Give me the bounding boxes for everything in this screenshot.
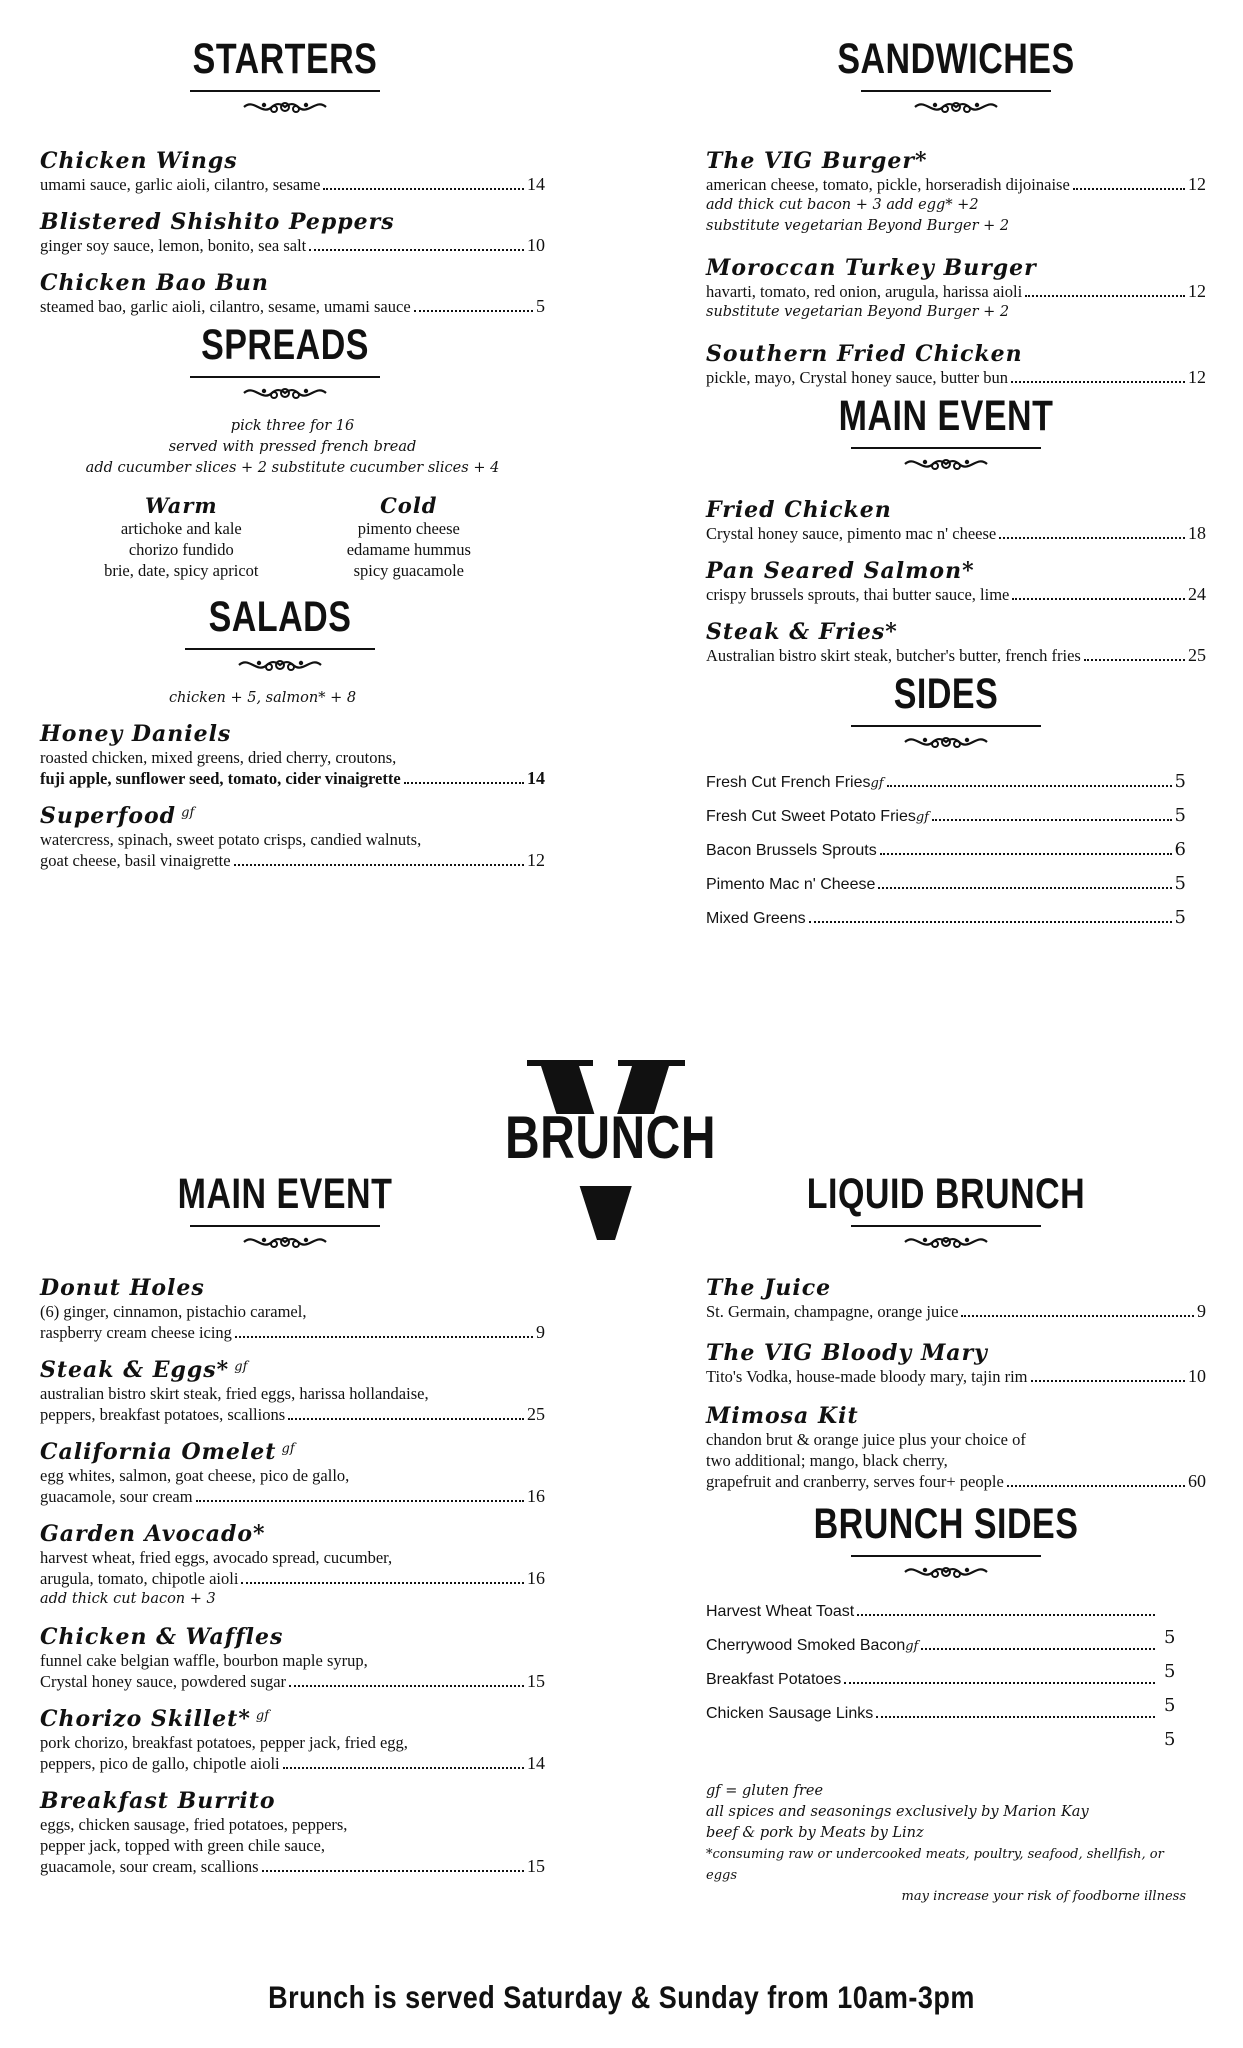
side-item [706,805,1186,839]
heading-rule [190,1225,380,1227]
item-desc: goat cheese, basil vinaigrette [40,851,231,870]
side-price: 5 [1174,873,1186,894]
leader-dots [235,1336,533,1338]
flourish-icon [901,731,991,753]
side-price: 5 [1174,907,1186,928]
side-price: 5 [1174,771,1186,792]
leader-dots [414,310,533,312]
liquid-brunch-section [746,1170,1146,1253]
item-name: The VIG Bloody Mary [706,1340,988,1366]
item-price: 16 [527,1486,545,1506]
flourish-icon [901,453,991,475]
menu-item [706,497,1206,544]
section-heading: MAIN EVENT [177,1170,393,1218]
item-price: 14 [527,1753,545,1773]
item-line [40,1671,545,1692]
item-desc: funnel cake belgian waffle, bourbon maple syrup, [40,1651,368,1670]
item-name: Fried Chicken [706,497,892,523]
item-note: add thick cut bacon + 3 [40,1591,216,1607]
menu-item [40,1624,545,1692]
spreads-section [85,321,485,404]
item-desc: raspberry cream cheese icing [40,1323,232,1342]
spreads-note: add cucumber slices + 2 substitute cucumber slices + 4 [85,460,500,476]
brunch-main-section [85,1170,485,1253]
flourish-icon [240,382,330,404]
leader-dots [857,1614,1155,1616]
side-price: 5 [1164,1695,1176,1716]
flourish-icon [901,1231,991,1253]
starters-list [40,148,545,317]
item-name: Southern Fried Chicken [706,341,1023,367]
sides-list [706,771,1186,941]
heading-rule [851,725,1041,727]
item-desc: fuji apple, sunflower seed, tomato, cider vinaigrette [40,769,401,788]
salads-note: chicken + 5, salmon* + 8 [168,690,357,706]
side-name: Chicken Sausage Links [706,1705,874,1722]
item-name: Breakfast Burrito [40,1788,276,1814]
leader-dots [878,887,1171,889]
item-desc: Crystal honey sauce, pimento mac n' cheese [706,524,997,543]
item-price: 18 [1188,523,1206,543]
spreads-notes [40,416,545,479]
item-name: Steak & Eggs* [40,1357,230,1383]
flourish-icon [240,1231,330,1253]
spread-item: spicy guacamole [353,561,464,580]
item-line [706,174,1206,195]
side-item [706,771,1186,805]
leader-dots [1031,1380,1185,1382]
section-heading: BRUNCH SIDES [813,1500,1079,1548]
section-heading: STARTERS [192,35,378,83]
item-line [40,1322,545,1343]
leader-dots [241,1582,524,1584]
item-price: 5 [536,296,545,316]
leader-dots [1012,598,1185,600]
right-column-brunch [706,1170,1206,1907]
item-desc: roasted chicken, mixed greens, dried cherry, croutons, [40,748,397,767]
section-heading: MAIN EVENT [838,392,1054,440]
item-price: 60 [1188,1471,1206,1491]
item-line [40,768,545,789]
item-desc: pork chorizo, breakfast potatoes, pepper jack, fried egg, [40,1733,408,1752]
flourish-icon [235,654,325,676]
footnote-meats: beef & pork by Meats by Linz [706,1825,924,1841]
menu-item [706,619,1206,666]
section-heading: SPREADS [201,321,369,369]
menu-item [40,1275,545,1343]
flourish-icon [911,96,1001,118]
brunch-hours-footer: Brunch is served Saturday & Sunday from 10am-3pm [268,1980,975,2015]
footnotes [706,1781,1186,1907]
item-name: Mimosa Kit [706,1403,859,1429]
side-item [706,1671,1158,1705]
item-line [706,523,1206,544]
side-name: Mixed Greens [706,910,806,927]
item-price: 9 [1197,1301,1206,1321]
menu-item [40,1439,545,1507]
menu-item [706,341,1206,388]
side-name: Fresh Cut Sweet Potato Fries [706,808,916,825]
heading-rule [851,1225,1041,1227]
item-line [706,645,1206,666]
menu-item [706,1403,1206,1492]
left-column-top [40,35,545,885]
menu-item [40,1706,545,1774]
gf-tag: gf [255,1708,270,1724]
section-heading: LIQUID BRUNCH [806,1170,1086,1218]
flourish-icon [240,96,330,118]
leader-dots [1007,1485,1185,1487]
item-name: Honey Daniels [40,721,232,747]
item-line [40,1568,545,1589]
column-title: Warm [144,493,218,518]
item-desc: crispy brussels sprouts, thai butter sauce, lime [706,585,1010,604]
item-price: 25 [527,1404,545,1424]
item-price: 25 [1188,645,1206,665]
leader-dots [288,1418,524,1420]
item-line [706,367,1206,388]
footnote-spices: all spices and seasonings exclusively by Marion Kay [706,1804,1089,1820]
item-price: 24 [1188,584,1206,604]
item-price: 12 [1188,174,1206,194]
side-item [706,1705,1158,1739]
item-line [40,1753,545,1774]
column-title: Cold [380,493,438,518]
side-price: 6 [1174,839,1186,860]
leader-dots [1073,188,1185,190]
menu-item [40,721,545,789]
leader-dots [283,1767,524,1769]
item-name: Chicken Wings [40,148,238,174]
liquid-brunch-list [706,1275,1206,1492]
salads-list [40,721,545,871]
gf-tag: gf [870,776,884,791]
leader-dots [921,1648,1155,1650]
item-line [706,1366,1206,1387]
item-name: Blistered Shishito Peppers [40,209,395,235]
item-desc: Crystal honey sauce, powdered sugar [40,1672,287,1691]
spread-item: artichoke and kale [120,519,242,538]
spread-item: chorizo fundido [128,540,234,559]
item-note: substitute vegetarian Beyond Burger + 2 [706,218,1010,234]
item-desc: grapefruit and cranberry, serves four+ people [706,1472,1004,1491]
menu-item [706,558,1206,605]
leader-dots [1011,381,1185,383]
item-desc: peppers, breakfast potatoes, scallions [40,1405,286,1424]
item-desc: australian bistro skirt steak, fried eggs, harissa hollandaise, [40,1384,429,1403]
item-name: Superfood [40,803,177,829]
leader-dots [809,921,1172,923]
spreads-note: served with pressed french bread [168,439,417,455]
item-price: 12 [1188,367,1206,387]
gf-tag: gf [234,1359,248,1375]
footnote-gf: gf = gluten free [706,1783,824,1799]
item-price: 14 [527,174,545,194]
logo-word: BRUNCH [505,1105,716,1172]
item-name: Moroccan Turkey Burger [706,255,1037,281]
item-desc: ginger soy sauce, lemon, bonito, sea salt [40,236,307,255]
leader-dots [289,1685,524,1687]
brunch-sides-prices [1164,1621,1175,1757]
item-note: add thick cut bacon + 3 add egg* +2 [706,197,979,213]
heading-rule [190,90,380,92]
item-line [706,281,1206,302]
menu-item [40,148,545,195]
side-name: Harvest Wheat Toast [706,1603,855,1620]
leader-dots [404,782,524,784]
item-price: 9 [536,1322,545,1342]
leader-dots [887,785,1172,787]
main-event-list [706,497,1206,666]
menu-item [706,1275,1206,1322]
menu-item [706,255,1206,323]
item-name: California Omelet [40,1439,277,1465]
menu-item [40,1357,545,1425]
leader-dots [309,249,524,251]
heading-rule [185,648,375,650]
item-name: Donut Holes [40,1275,205,1301]
side-price: 5 [1164,1661,1176,1682]
gf-tag: gf [181,805,195,821]
leader-dots [1025,295,1185,297]
item-name: Chorizo Skillet* [40,1706,251,1732]
heading-rule [851,1555,1041,1557]
item-desc: arugula, tomato, chipotle aioli [40,1569,239,1588]
menu-item [40,1521,545,1610]
leader-dots [961,1315,1194,1317]
item-desc: pickle, mayo, Crystal honey sauce, butter bun [706,368,1008,387]
menu-item [706,1340,1206,1387]
leader-dots [1084,659,1185,661]
brunch-sides-names [706,1603,1158,1739]
item-line [40,1404,545,1425]
flourish-icon [901,1561,991,1583]
brunch-sides-list [706,1603,1186,1750]
sandwiches-section [756,35,1156,118]
item-desc: eggs, chicken sausage, fried potatoes, peppers, [40,1815,348,1834]
menu-item [40,209,545,256]
main-event-section [746,392,1146,475]
item-price: 15 [527,1856,545,1876]
item-line [40,1856,545,1877]
left-column-brunch [40,1170,545,1891]
item-price: 10 [1188,1366,1206,1386]
spread-item: edamame hummus [346,540,471,559]
spreads-cold [347,493,471,581]
side-name: Pimento Mac n' Cheese [706,876,876,893]
sandwiches-list [706,148,1206,388]
gf-tag: gf [905,1639,919,1654]
item-price: 15 [527,1671,545,1691]
leader-dots [844,1682,1155,1684]
item-name: The VIG Burger* [706,148,928,174]
leader-dots [880,853,1172,855]
sides-section [746,670,1146,753]
item-line [40,850,545,871]
section-heading: SALADS [208,593,352,641]
menu-item [40,803,545,871]
side-name: Fresh Cut French Fries [706,774,871,791]
item-desc: harvest wheat, fried eggs, avocado spread, cucumber, [40,1548,393,1567]
menu-item [40,270,545,317]
item-line [40,235,545,256]
right-column-top [706,35,1206,941]
side-name: Cherrywood Smoked Bacon [706,1637,906,1654]
section-heading: SIDES [893,670,999,718]
item-name: Chicken & Waffles [40,1624,284,1650]
side-item [706,1637,1158,1671]
leader-dots [999,537,1185,539]
salads-section [80,593,480,676]
spreads-warm [104,493,258,581]
side-price: 5 [1164,1627,1176,1648]
item-price: 12 [527,850,545,870]
item-price: 14 [527,768,545,788]
gf-tag: gf [915,810,929,825]
heading-rule [861,90,1051,92]
item-name: Chicken Bao Bun [40,270,269,296]
item-desc: watercress, spinach, sweet potato crisps, candied walnuts, [40,830,422,849]
item-line [706,1301,1206,1322]
menu-item [40,1788,545,1877]
heading-rule [190,376,380,378]
item-name: Pan Seared Salmon* [706,558,975,584]
item-line [706,584,1206,605]
item-desc: umami sauce, garlic aioli, cilantro, sesame [40,175,321,194]
leader-dots [876,1716,1155,1718]
item-desc: two additional; mango, black cherry, [706,1451,948,1470]
item-name: Garden Avocado* [40,1521,266,1547]
item-desc: egg whites, salmon, goat cheese, pico de gallo, [40,1466,350,1485]
leader-dots [262,1870,524,1872]
side-item [706,907,1186,941]
side-name: Bacon Brussels Sprouts [706,842,877,859]
item-price: 16 [527,1568,545,1588]
spread-item: pimento cheese [357,519,460,538]
side-name: Breakfast Potatoes [706,1671,842,1688]
item-price: 12 [1188,281,1206,301]
item-desc: peppers, pico de gallo, chipotle aioli [40,1754,280,1773]
item-price: 10 [527,235,545,255]
item-line [40,1486,545,1507]
item-line [706,1471,1206,1492]
side-item [706,1603,1158,1637]
heading-rule [851,447,1041,449]
item-desc: St. Germain, champagne, orange juice [706,1302,959,1321]
leader-dots [932,819,1172,821]
leader-dots [196,1500,524,1502]
starters-section [85,35,485,118]
item-name: Steak & Fries* [706,619,898,645]
side-item [706,839,1186,873]
item-note: substitute vegetarian Beyond Burger + 2 [706,304,1010,320]
item-line [40,296,545,317]
item-desc: guacamole, sour cream [40,1487,193,1506]
footnote-raw: *consuming raw or undercooked meats, poultry, seafood, shellfish, or eggs [706,1847,1164,1883]
brunch-sides-section [746,1500,1146,1583]
item-desc: pepper jack, topped with green chile sauce, [40,1836,325,1855]
spreads-note: pick three for 16 [230,418,355,434]
item-desc: guacamole, sour cream, scallions [40,1857,259,1876]
spread-item: brie, date, spicy apricot [104,561,259,580]
side-price: 5 [1164,1729,1176,1750]
item-desc: havarti, tomato, red onion, arugula, harissa aioli [706,282,1023,301]
section-heading: SANDWICHES [837,35,1075,83]
brunch-main-list [40,1275,545,1877]
item-desc: Australian bistro skirt steak, butcher's butter, french fries [706,646,1081,665]
side-price: 5 [1174,805,1186,826]
footnote-raw: may increase your risk of foodborne illness [901,1889,1186,1904]
item-desc: american cheese, tomato, pickle, horseradish dijoinaise [706,175,1070,194]
item-desc: steamed bao, garlic aioli, cilantro, sesame, umami sauce [40,297,411,316]
item-name: The Juice [706,1275,832,1301]
item-desc: (6) ginger, cinnamon, pistachio caramel, [40,1302,307,1321]
spreads-columns [40,493,545,581]
item-desc: chandon brut & orange juice plus your choice of [706,1430,1026,1449]
menu-item [706,148,1206,237]
gf-tag: gf [281,1441,295,1457]
leader-dots [323,188,524,190]
side-item [706,873,1186,907]
item-line [40,174,545,195]
leader-dots [234,864,524,866]
item-desc: Tito's Vodka, house-made bloody mary, tajin rim [706,1367,1028,1386]
